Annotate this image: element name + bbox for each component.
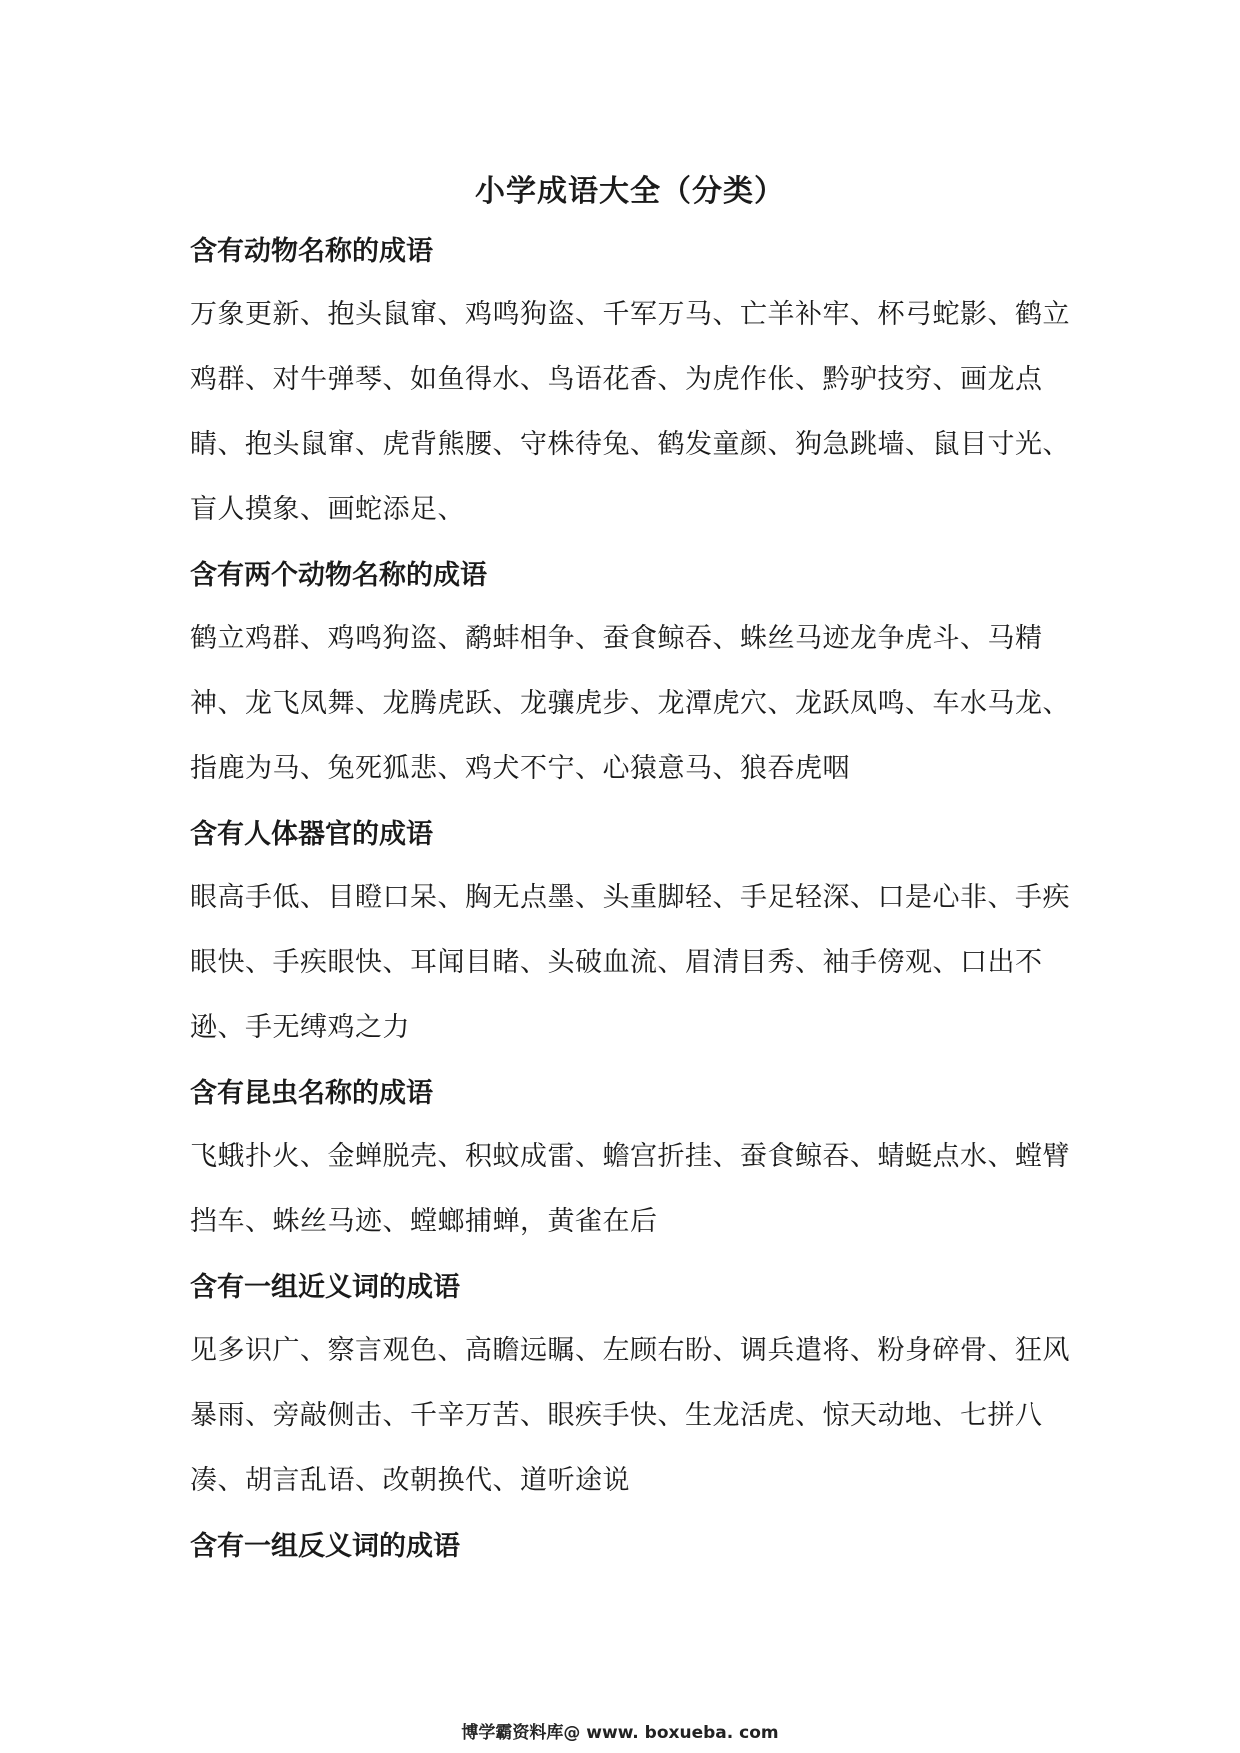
section-body: 万象更新、抱头鼠窜、鸡鸣狗盗、千军万马、亡羊补牢、杯弓蛇影、鹤立鸡群、对牛弹琴、如鱼得水、鸟语花香、为虎作伥、黔驴技穷、画龙点睛、抱头鼠窜、虎背熊腰、守株待兔、鹤发童颜、狗急跳墙、鼠目寸光、盲人摸象、画蛇添足、 bbox=[190, 299, 1070, 525]
footer-watermark: 博学霸资料库@ www. boxueba. com bbox=[461, 1723, 779, 1743]
section-heading: 含有昆虫名称的成语 bbox=[190, 1078, 433, 1109]
section-heading: 含有两个动物名称的成语 bbox=[190, 560, 487, 591]
section-body: 见多识广、察言观色、高瞻远瞩、左顾右盼、调兵遣将、粉身碎骨、狂风暴雨、旁敲侧击、千辛万苦、眼疾手快、生龙活虎、惊天动地、七拼八凑、胡言乱语、改朝换代、道听途说 bbox=[190, 1335, 1070, 1496]
section-heading: 含有动物名称的成语 bbox=[190, 236, 433, 267]
section-heading: 含有人体器官的成语 bbox=[190, 819, 433, 850]
section-heading: 含有一组反义词的成语 bbox=[190, 1531, 460, 1562]
section-body: 鹤立鸡群、鸡鸣狗盗、鹬蚌相争、蚕食鲸吞、蛛丝马迹龙争虎斗、马精神、龙飞凤舞、龙腾虎跃、龙骧虎步、龙潭虎穴、龙跃凤鸣、车水马龙、指鹿为马、兔死狐悲、鸡犬不宁、心猿意马、狼吞虎咽 bbox=[190, 623, 1070, 784]
section-body: 飞蛾扑火、金蝉脱壳、积蚊成雷、蟾宫折挂、蚕食鲸吞、蜻蜓点水、螳臂挡车、蛛丝马迹、螳螂捕蝉，黄雀在后 bbox=[190, 1141, 1070, 1237]
section-heading: 含有一组近义词的成语 bbox=[190, 1272, 460, 1303]
document-page bbox=[190, 150, 1070, 1581]
document-title: 小学成语大全（分类） bbox=[475, 174, 785, 209]
section-body: 眼高手低、目瞪口呆、胸无点墨、头重脚轻、手足轻深、口是心非、手疾眼快、手疾眼快、耳闻目睹、头破血流、眉清目秀、袖手傍观、口出不逊、手无缚鸡之力 bbox=[190, 882, 1070, 1043]
